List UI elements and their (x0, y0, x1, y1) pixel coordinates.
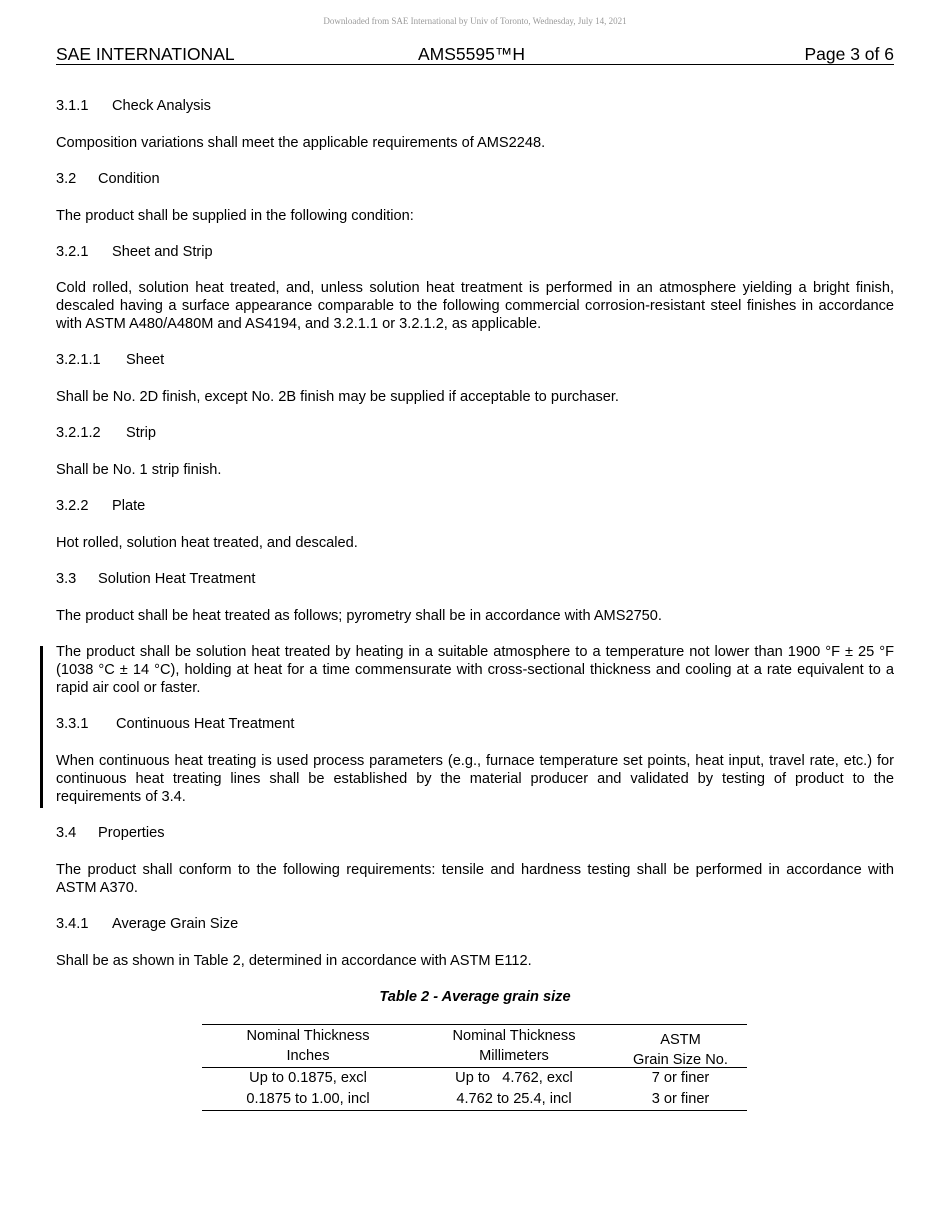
revision-change-bar (40, 646, 43, 808)
heading-title: Average Grain Size (112, 916, 239, 932)
heading-number: 3.4 (56, 825, 77, 841)
heading-3-4-1 (56, 915, 894, 933)
heading-title: Condition (98, 171, 160, 187)
heading-number: 3.3 (56, 571, 77, 587)
heading-3-3-1 (56, 715, 894, 733)
heading-number: 3.4.1 (56, 916, 89, 932)
table-cell: 4.762 to 25.4, incl (456, 1091, 572, 1107)
paragraph-3-2-1-1: Shall be No. 2D finish, except No. 2B finish may be supplied if acceptable to purchaser. (56, 389, 619, 405)
header-line: Millimeters (479, 1047, 549, 1064)
heading-number: 3.2.1.2 (56, 425, 101, 441)
heading-title: Properties (98, 825, 165, 841)
header-org: SAE INTERNATIONAL (56, 44, 235, 64)
heading-title: Strip (126, 425, 157, 441)
header-page-number: Page 3 of 6 (804, 44, 894, 64)
paragraph-3-3-1: When continuous heat treating is used process parameters (e.g., furnace temperature set points, heat input, travel rate, etc.) for continuous heat treating lines shall be established by the material producer and validated by testing of product to the requirements of 3.4. (56, 753, 894, 806)
paragraph-3-4-1: Shall be as shown in Table 2, determined in accordance with ASTM E112. (56, 953, 532, 969)
table-cell: 0.1875 to 1.00, incl (246, 1091, 370, 1107)
heading-number: 3.2.1.1 (56, 352, 101, 368)
heading-title: Sheet and Strip (112, 244, 213, 260)
header-line: Inches (286, 1047, 330, 1064)
heading-title: Continuous Heat Treatment (116, 716, 295, 732)
column-header-millimeters (414, 1027, 614, 1066)
heading-3-3 (56, 570, 894, 588)
heading-3-2-2 (56, 497, 894, 515)
heading-3-2-1-1 (56, 351, 894, 369)
heading-title: Solution Heat Treatment (98, 571, 256, 587)
heading-title: Plate (112, 498, 146, 514)
table-cell: 3 or finer (651, 1091, 710, 1107)
paragraph-3-3-solution: The product shall be solution heat treated by heating in a suitable atmosphere to a temperature not lower than 1900 °F ± 25 °F (1038 °C ± 14 °C), holding at heat for a time commensurate with cross-sectional thickness and cooling at a rate equivalent to a rapid air cool or faster. (56, 644, 894, 697)
table-cell: Up to 0.1875, excl (249, 1070, 367, 1086)
table-cell: 7 or finer (651, 1070, 710, 1086)
header-line: Grain Size No. (633, 1051, 728, 1068)
paragraph-3-2-1-2: Shall be No. 1 strip finish. (56, 462, 222, 478)
heading-number: 3.2.2 (56, 498, 89, 514)
heading-number: 3.2.1 (56, 244, 89, 260)
heading-title: Check Analysis (112, 98, 211, 114)
heading-number: 3.1.1 (56, 98, 89, 114)
table-bottom-rule (202, 1110, 747, 1111)
heading-3-2-1 (56, 243, 894, 261)
heading-3-2 (56, 170, 894, 188)
heading-3-1-1 (56, 97, 894, 115)
column-header-grain-size (614, 1031, 747, 1070)
header-line: Nominal Thickness (246, 1028, 370, 1044)
header-doc-number: AMS5595™H (418, 44, 525, 64)
table-cell: Up to 4.762, excl (455, 1070, 573, 1086)
header-line: ASTM (660, 1032, 701, 1048)
table-caption: Table 2 - Average grain size (379, 989, 571, 1005)
paragraph-3-4: The product shall conform to the following requirements: tensile and hardness testing shall be performed in accordance with ASTM A370. (56, 862, 894, 897)
paragraph-3-1-1: Composition variations shall meet the applicable requirements of AMS2248. (56, 135, 546, 151)
page-header (56, 44, 894, 65)
heading-3-4 (56, 824, 894, 842)
heading-title: Sheet (126, 352, 165, 368)
paragraph-3-2-2: Hot rolled, solution heat treated, and descaled. (56, 535, 358, 551)
table-top-rule (202, 1024, 747, 1025)
column-header-inches (202, 1027, 414, 1066)
header-line: Nominal Thickness (452, 1028, 576, 1044)
heading-number: 3.2 (56, 171, 77, 187)
paragraph-3-3-intro: The product shall be heat treated as follows; pyrometry shall be in accordance with AMS2750. (56, 608, 662, 624)
download-watermark: Downloaded from SAE International by Univ of Toronto, Wednesday, July 14, 2021 (323, 16, 627, 26)
heading-number: 3.3.1 (56, 716, 89, 732)
paragraph-3-2: The product shall be supplied in the following condition: (56, 208, 414, 224)
heading-3-2-1-2 (56, 424, 894, 442)
paragraph-3-2-1: Cold rolled, solution heat treated, and, unless solution heat treatment is performed in an atmosphere yielding a bright finish, descaled having a surface appearance comparable to the following commercial corrosion-resistant steel finishes in accordance with ASTM A480/A480M and AS4194, and 3.2.1.1 or 3.2.1.2, as applicable. (56, 280, 894, 333)
